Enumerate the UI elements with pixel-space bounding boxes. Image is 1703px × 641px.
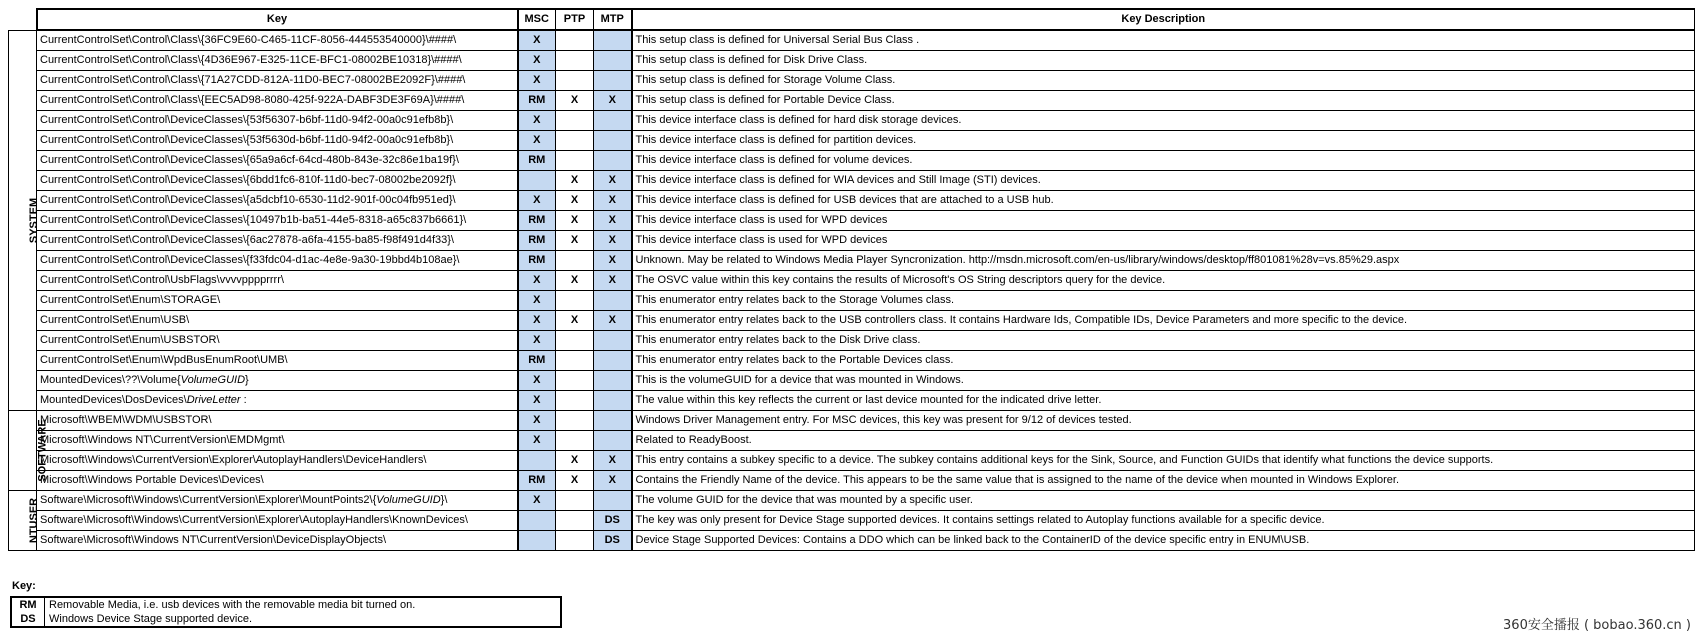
table-row [9, 331, 1695, 351]
hive-label-text: NTUSER [28, 497, 41, 544]
description-cell: This enumerator entry relates back to the Storage Volumes class. [632, 291, 1695, 311]
msc-flag: X [518, 131, 556, 151]
key-path: MountedDevices\DosDevices\ [40, 394, 187, 406]
msc-flag: X [518, 71, 556, 91]
ptp-flag [556, 391, 594, 411]
table-row [9, 391, 1695, 411]
msc-flag: X [518, 311, 556, 331]
legend-body [11, 597, 561, 627]
table-row [9, 191, 1695, 211]
table-row [9, 30, 1695, 51]
msc-flag [518, 531, 556, 551]
description-cell: Windows Driver Management entry. For MSC devices, this key was present for 9/12 of devices tested. [632, 411, 1695, 431]
description-cell: This device interface class is used for WPD devices [632, 211, 1695, 231]
key-path: CurrentControlSet\Control\DeviceClasses\{65a9a6cf-64cd-480b-843e-32c86e1ba19f}\ [40, 154, 459, 166]
ptp-flag [556, 351, 594, 371]
key-cell [37, 251, 518, 271]
mtp-flag: X [594, 91, 632, 111]
description-cell: Related to ReadyBoost. [632, 431, 1695, 451]
hive-label-system [9, 30, 41, 411]
key-path: Software\Microsoft\Windows\CurrentVersion\Explorer\MountPoints2\{ [40, 494, 377, 506]
mtp-flag: X [594, 231, 632, 251]
description-cell: This setup class is defined for Storage Volume Class. [632, 71, 1695, 91]
header-row [9, 9, 1695, 30]
mtp-flag: DS [594, 531, 632, 551]
key-path: CurrentControlSet\Enum\USB\ [40, 314, 190, 326]
ptp-flag [556, 431, 594, 451]
corner-cell [9, 9, 37, 30]
ptp-flag [556, 531, 594, 551]
key-path: Microsoft\Windows NT\CurrentVersion\EMDMgmt\ [40, 434, 285, 446]
legend-row [11, 612, 561, 627]
table-body [9, 30, 1695, 551]
mtp-flag: X [594, 171, 632, 191]
hive-label-ntuser [9, 491, 41, 551]
ptp-flag [556, 491, 594, 511]
msc-flag: X [518, 271, 556, 291]
ptp-flag: X [556, 171, 594, 191]
msc-flag: X [518, 391, 556, 411]
msc-flag: RM [518, 471, 556, 491]
mtp-flag: X [594, 211, 632, 231]
mtp-flag [594, 30, 632, 51]
description-cell: The volume GUID for the device that was mounted by a specific user. [632, 491, 1695, 511]
table-row [9, 251, 1695, 271]
key-cell [37, 371, 518, 391]
key-path: CurrentControlSet\Control\DeviceClasses\{10497b1b-ba51-44e5-8318-a65c837b6661}\ [40, 214, 467, 226]
ptp-flag [556, 511, 594, 531]
mtp-flag [594, 331, 632, 351]
table-row [9, 311, 1695, 331]
key-cell [37, 531, 518, 551]
table-row [9, 171, 1695, 191]
legend-table [10, 596, 562, 628]
legend-text: Windows Device Stage supported device. [49, 613, 252, 625]
key-placeholder: DriveLetter [186, 394, 241, 406]
ptp-flag [556, 131, 594, 151]
table-row [9, 51, 1695, 71]
msc-flag: X [518, 431, 556, 451]
key-suffix: : [240, 394, 247, 406]
key-cell [37, 211, 518, 231]
legend-abbr: RM [11, 597, 45, 612]
description-cell: This setup class is defined for Disk Drive Class. [632, 51, 1695, 71]
key-cell [37, 511, 518, 531]
key-path: Software\Microsoft\Windows NT\CurrentVersion\DeviceDisplayObjects\ [40, 534, 387, 546]
table-row [9, 491, 1695, 511]
mtp-flag [594, 371, 632, 391]
key-placeholder: VolumeGUID [180, 374, 246, 386]
legend-row [11, 597, 561, 612]
mtp-flag [594, 71, 632, 91]
table-row [9, 291, 1695, 311]
description-cell: This enumerator entry relates back to the Disk Drive class. [632, 331, 1695, 351]
legend-abbr: DS [11, 612, 45, 627]
key-path: Microsoft\Windows Portable Devices\Devices\ [40, 474, 264, 486]
key-cell [37, 331, 518, 351]
description-cell: This device interface class is defined for USB devices that are attached to a USB hub. [632, 191, 1695, 211]
msc-flag: RM [518, 151, 556, 171]
mtp-flag: X [594, 451, 632, 471]
key-cell [37, 51, 518, 71]
key-cell [37, 351, 518, 371]
ptp-flag [556, 111, 594, 131]
description-cell: This device interface class is defined for volume devices. [632, 151, 1695, 171]
watermark-text: 360安全播报 ( bobao.360.cn ) [1503, 618, 1691, 633]
key-path: CurrentControlSet\Control\DeviceClasses\{6bdd1fc6-810f-11d0-bec7-08002be2092f}\ [40, 174, 456, 186]
table-row [9, 211, 1695, 231]
description-cell: Unknown. May be related to Windows Media Player Syncronization. http://msdn.microsoft.com/en-us/library/windows/desktop/ff801081%28v=vs.85%29.aspx [632, 251, 1695, 271]
legend-text: Removable Media, i.e. usb devices with the removable media bit turned on. [49, 599, 416, 611]
description-cell: This entry contains a subkey specific to a device. The subkey contains additional keys for the Sink, Source, and Function GUIDs that identify what functions the device supports. [632, 451, 1695, 471]
header-msc: MSC [518, 9, 556, 30]
key-suffix: }\ [440, 494, 448, 506]
header-key: Key [37, 9, 518, 30]
key-path: CurrentControlSet\Enum\USBSTOR\ [40, 334, 220, 346]
key-cell [37, 291, 518, 311]
table-row [9, 351, 1695, 371]
mtp-flag [594, 291, 632, 311]
description-cell: This setup class is defined for Portable Device Class. [632, 91, 1695, 111]
table-row [9, 231, 1695, 251]
table-row [9, 451, 1695, 471]
key-path: CurrentControlSet\Control\Class\{71A27CDD-812A-11D0-BEC7-08002BE2092F}\####\ [40, 74, 466, 86]
key-path: Software\Microsoft\Windows\CurrentVersion\Explorer\AutoplayHandlers\KnownDevices\ [40, 514, 468, 526]
description-cell: This device interface class is defined for hard disk storage devices. [632, 111, 1695, 131]
key-cell [37, 111, 518, 131]
description-cell: The OSVC value within this key contains the results of Microsoft's OS String descriptors query for the device. [632, 271, 1695, 291]
description-cell: Device Stage Supported Devices: Contains a DDO which can be linked back to the ContainerID of the device specific entry in ENUM\USB. [632, 531, 1695, 551]
key-cell [37, 471, 518, 491]
ptp-flag [556, 151, 594, 171]
description-cell: This device interface class is used for WPD devices [632, 231, 1695, 251]
ptp-flag: X [556, 211, 594, 231]
key-path: CurrentControlSet\Control\DeviceClasses\{53f56307-b6bf-11d0-94f2-00a0c91efb8b}\ [40, 114, 454, 126]
description-cell: The value within this key reflects the current or last device mounted for the indicated drive letter. [632, 391, 1695, 411]
mtp-flag [594, 51, 632, 71]
ptp-flag [556, 30, 594, 51]
key-path: CurrentControlSet\Control\Class\{4D36E967-E325-11CE-BFC1-08002BE10318}\####\ [40, 54, 462, 66]
msc-flag: X [518, 411, 556, 431]
key-cell [37, 431, 518, 451]
key-path: CurrentControlSet\Control\DeviceClasses\{f33fdc04-d1ac-4e8e-9a30-19bbd4b108ae}\ [40, 254, 460, 266]
mtp-flag: X [594, 271, 632, 291]
key-cell [37, 91, 518, 111]
key-path: Microsoft\WBEM\WDM\USBSTOR\ [40, 414, 212, 426]
mtp-flag [594, 431, 632, 451]
description-cell: This setup class is defined for Universal Serial Bus Class . [632, 30, 1695, 51]
ptp-flag [556, 71, 594, 91]
key-cell [37, 71, 518, 91]
table-row [9, 271, 1695, 291]
ptp-flag [556, 331, 594, 351]
msc-flag [518, 451, 556, 471]
table-row [9, 531, 1695, 551]
msc-flag: X [518, 291, 556, 311]
key-cell [37, 131, 518, 151]
key-cell [37, 151, 518, 171]
mtp-flag: DS [594, 511, 632, 531]
msc-flag: X [518, 371, 556, 391]
ptp-flag [556, 251, 594, 271]
mtp-flag: X [594, 191, 632, 211]
key-path: CurrentControlSet\Control\Class\{EEC5AD98-8080-425f-922A-DABF3DE3F69A}\####\ [40, 94, 465, 106]
description-cell: The key was only present for Device Stage supported devices. It contains settings related to Autoplay functions available for a specific device. [632, 511, 1695, 531]
header-mtp: MTP [594, 9, 632, 30]
key-path: CurrentControlSet\Control\DeviceClasses\{a5dcbf10-6530-11d2-901f-00c04fb951ed}\ [40, 194, 456, 206]
hive-label-software [9, 411, 49, 491]
msc-flag: RM [518, 91, 556, 111]
description-cell: This device interface class is defined for partition devices. [632, 131, 1695, 151]
mtp-flag [594, 491, 632, 511]
table-row [9, 151, 1695, 171]
key-path: CurrentControlSet\Enum\WpdBusEnumRoot\UMB\ [40, 354, 288, 366]
mtp-flag: X [594, 251, 632, 271]
mtp-flag [594, 151, 632, 171]
key-path: CurrentControlSet\Control\DeviceClasses\{53f5630d-b6bf-11d0-94f2-00a0c91efb8b}\ [40, 134, 454, 146]
key-path: CurrentControlSet\Control\DeviceClasses\{6ac27878-a6fa-4155-ba85-f98f491d4f33}\ [40, 234, 454, 246]
ptp-flag [556, 411, 594, 431]
mtp-flag [594, 131, 632, 151]
key-path: MountedDevices\??\Volume{ [40, 374, 181, 386]
key-cell [37, 191, 518, 211]
mtp-flag [594, 351, 632, 371]
key-cell [37, 491, 518, 511]
msc-flag: RM [518, 251, 556, 271]
msc-flag: RM [518, 231, 556, 251]
mtp-flag [594, 111, 632, 131]
legend-title: Key: [12, 580, 36, 592]
table-row [9, 471, 1695, 491]
ptp-flag: X [556, 231, 594, 251]
ptp-flag [556, 51, 594, 71]
ptp-flag [556, 371, 594, 391]
msc-flag: X [518, 331, 556, 351]
mtp-flag: X [594, 471, 632, 491]
ptp-flag: X [556, 271, 594, 291]
key-cell [37, 411, 518, 431]
ptp-flag: X [556, 91, 594, 111]
description-cell: This enumerator entry relates back to the Portable Devices class. [632, 351, 1695, 371]
ptp-flag: X [556, 191, 594, 211]
ptp-flag: X [556, 471, 594, 491]
description-cell: This is the volumeGUID for a device that was mounted in Windows. [632, 371, 1695, 391]
mtp-flag: X [594, 311, 632, 331]
key-cell [37, 311, 518, 331]
key-cell [37, 231, 518, 251]
msc-flag: RM [518, 211, 556, 231]
table-row [9, 511, 1695, 531]
header-description: Key Description [632, 9, 1695, 30]
header-ptp: PTP [556, 9, 594, 30]
key-path: CurrentControlSet\Enum\STORAGE\ [40, 294, 221, 306]
msc-flag [518, 511, 556, 531]
key-cell [37, 271, 518, 291]
key-path: CurrentControlSet\Control\Class\{36FC9E60-C465-11CF-8056-444553540000}\####\ [40, 34, 457, 46]
key-cell [37, 30, 518, 51]
msc-flag: RM [518, 351, 556, 371]
mtp-flag [594, 411, 632, 431]
key-path: Microsoft\Windows\CurrentVersion\Explorer\AutoplayHandlers\DeviceHandlers\ [40, 454, 427, 466]
table-row [9, 371, 1695, 391]
msc-flag [518, 171, 556, 191]
msc-flag: X [518, 111, 556, 131]
key-cell [37, 391, 518, 411]
description-cell: Contains the Friendly Name of the device. This appears to be the same value that is assigned to the name of the device when mounted in Windows Explorer. [632, 471, 1695, 491]
registry-keys-table [8, 8, 1695, 551]
description-cell: This enumerator entry relates back to the USB controllers class. It contains Hardware Ids, Compatible IDs, Device Parameters and more specific to the device. [632, 311, 1695, 331]
description-cell: This device interface class is defined for WIA devices and Still Image (STI) devices. [632, 171, 1695, 191]
key-suffix: } [245, 374, 249, 386]
key-path: CurrentControlSet\Control\UsbFlags\vvvvpppprrrr\ [40, 274, 284, 286]
table-row [9, 431, 1695, 451]
mtp-flag [594, 391, 632, 411]
msc-flag: X [518, 191, 556, 211]
ptp-flag: X [556, 451, 594, 471]
msc-flag: X [518, 30, 556, 51]
msc-flag: X [518, 491, 556, 511]
key-cell [37, 451, 518, 471]
table-row [9, 111, 1695, 131]
table-row [9, 91, 1695, 111]
msc-flag: X [518, 51, 556, 71]
table-row [9, 411, 1695, 431]
hive-label-text: SOFTWARE [36, 419, 49, 482]
key-cell [37, 171, 518, 191]
key-placeholder: VolumeGUID [376, 494, 441, 506]
ptp-flag [556, 291, 594, 311]
table-row [9, 131, 1695, 151]
table-row [9, 71, 1695, 91]
hive-label-text: SYSTEM [28, 197, 41, 243]
ptp-flag: X [556, 311, 594, 331]
